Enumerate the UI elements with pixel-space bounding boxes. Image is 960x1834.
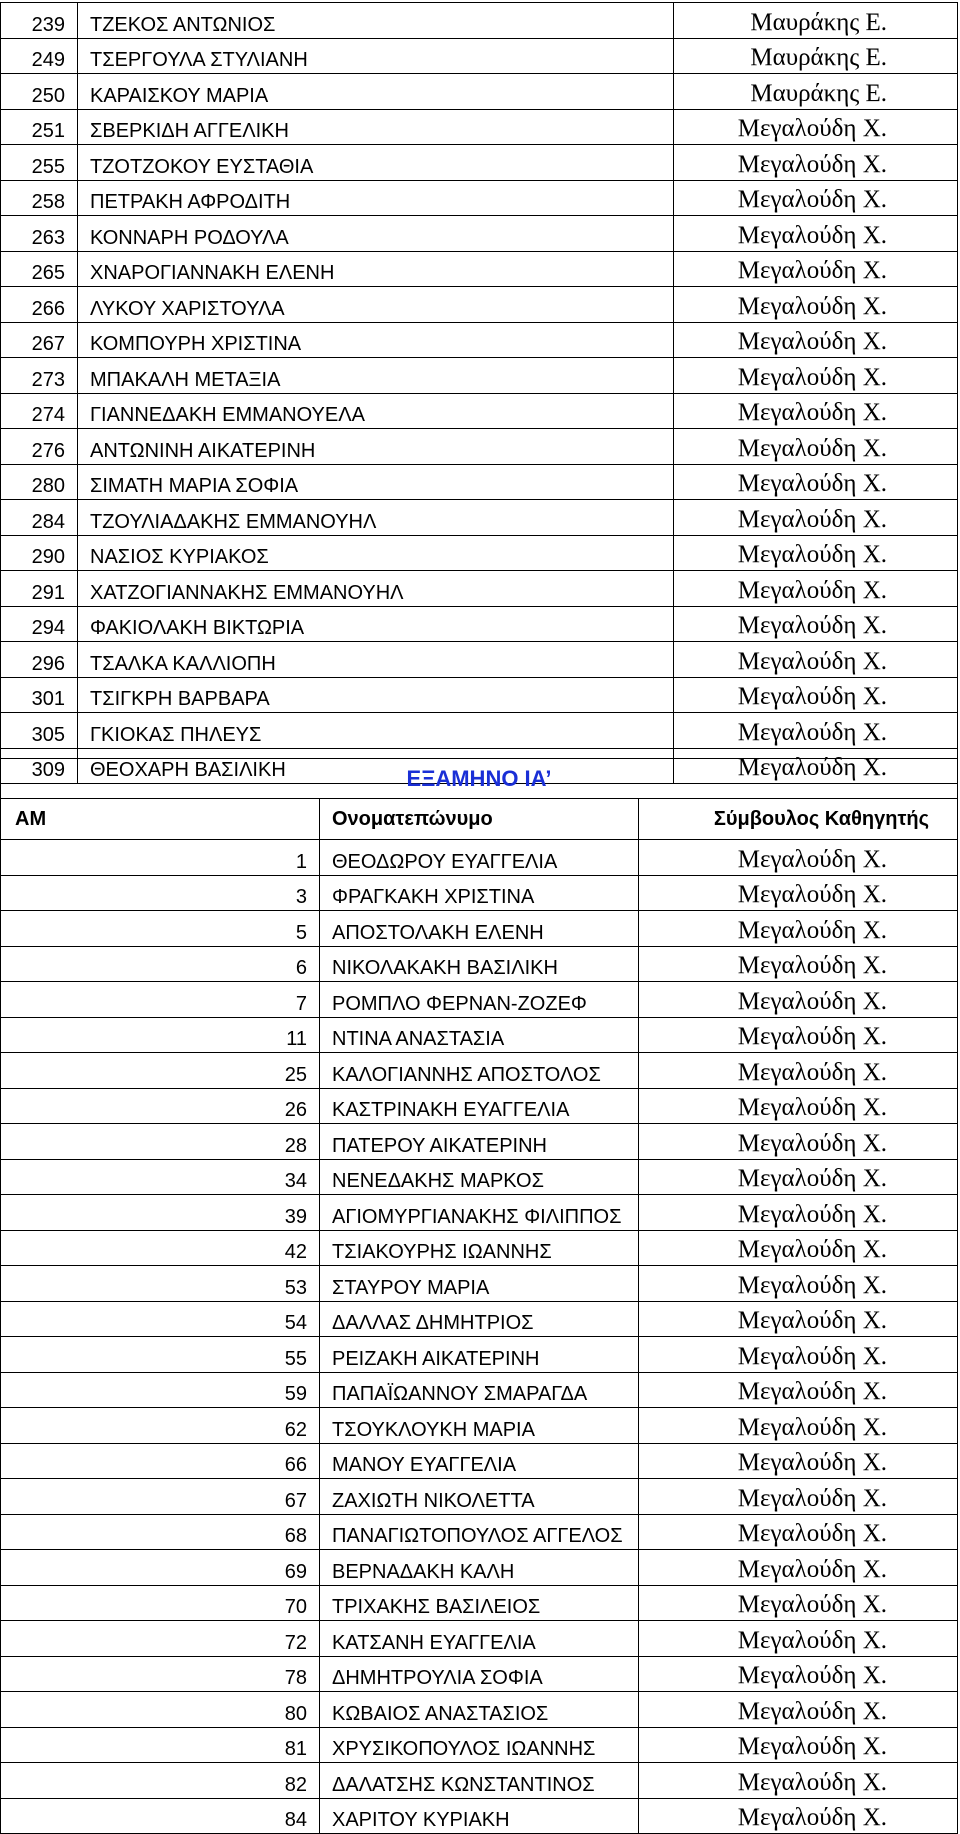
advisor-name: Μεγαλούδη Χ. bbox=[639, 1727, 958, 1763]
table-row bbox=[1, 1266, 958, 1302]
student-am: 53 bbox=[1, 1266, 320, 1302]
table-row bbox=[1, 393, 958, 429]
advisor-name: Μεγαλούδη Χ. bbox=[639, 1479, 958, 1515]
student-am: 265 bbox=[1, 251, 78, 287]
student-am: 239 bbox=[1, 3, 78, 39]
advisor-name: Μεγαλούδη Χ. bbox=[639, 1266, 958, 1302]
table-row bbox=[1, 500, 958, 536]
advisor-name: Μεγαλούδη Χ. bbox=[639, 1159, 958, 1195]
student-am: 249 bbox=[1, 38, 78, 74]
student-name: ΧΑΤΖΟΓΙΑΝΝΑΚΗΣ ΕΜΜΑΝΟΥΗΛ bbox=[78, 571, 674, 607]
advisor-name: Μαυράκης Ε. bbox=[674, 38, 958, 74]
advisor-name: Μεγαλούδη Χ. bbox=[674, 642, 958, 678]
table-row bbox=[1, 677, 958, 713]
advisor-name: Μεγαλούδη Χ. bbox=[674, 251, 958, 287]
student-name: ΚΑΣΤΡΙΝΑΚΗ ΕΥΑΓΓΕΛΙΑ bbox=[320, 1088, 639, 1124]
table-row bbox=[1, 216, 958, 252]
student-am: 266 bbox=[1, 287, 78, 323]
student-am: 39 bbox=[1, 1195, 320, 1231]
table-row bbox=[1, 1514, 958, 1550]
table-row bbox=[1, 1195, 958, 1231]
student-am: 54 bbox=[1, 1301, 320, 1337]
advisor-name: Μεγαλούδη Χ. bbox=[639, 1550, 958, 1586]
student-am: 7 bbox=[1, 982, 320, 1018]
header-name: Ονοματεπώνυμο bbox=[320, 799, 639, 840]
table-row bbox=[1, 1088, 958, 1124]
students-table-continued bbox=[0, 2, 958, 784]
student-am: 290 bbox=[1, 535, 78, 571]
header-advisor: Σύμβουλος Καθηγητής bbox=[639, 799, 958, 840]
advisor-name: Μεγαλούδη Χ. bbox=[674, 535, 958, 571]
table-row bbox=[1, 1692, 958, 1728]
advisor-name: Μεγαλούδη Χ. bbox=[674, 322, 958, 358]
advisor-name: Μεγαλούδη Χ. bbox=[639, 1337, 958, 1373]
student-am: 84 bbox=[1, 1798, 320, 1834]
student-am: 59 bbox=[1, 1372, 320, 1408]
student-name: ΚΟΝΝΑΡΗ ΡΟΔΟΥΛΑ bbox=[78, 216, 674, 252]
student-am: 34 bbox=[1, 1159, 320, 1195]
student-am: 305 bbox=[1, 713, 78, 749]
advisor-name: Μεγαλούδη Χ. bbox=[639, 1763, 958, 1799]
student-name: ΤΣΕΡΓΟΥΛΑ ΣΤΥΛΙΑΝΗ bbox=[78, 38, 674, 74]
semester-title-row bbox=[1, 759, 958, 799]
table-row bbox=[1, 642, 958, 678]
table-row bbox=[1, 911, 958, 947]
table-row bbox=[1, 1230, 958, 1266]
student-am: 5 bbox=[1, 911, 320, 947]
student-name: ΜΑΝΟΥ ΕΥΑΓΓΕΛΙΑ bbox=[320, 1443, 639, 1479]
student-name: ΣΙΜΑΤΗ ΜΑΡΙΑ ΣΟΦΙΑ bbox=[78, 464, 674, 500]
semester-ia-table bbox=[0, 758, 958, 1834]
table-row bbox=[1, 1443, 958, 1479]
table-row bbox=[1, 1408, 958, 1444]
student-name: ΧΡΥΣΙΚΟΠΟΥΛΟΣ ΙΩΑΝΝΗΣ bbox=[320, 1727, 639, 1763]
student-name: ΚΑΛΟΓΙΑΝΝΗΣ ΑΠΟΣΤΟΛΟΣ bbox=[320, 1053, 639, 1089]
student-name: ΚΑΡΑΙΣΚΟΥ ΜΑΡΙΑ bbox=[78, 74, 674, 110]
student-name: ΠΑΤΕΡΟΥ ΑΙΚΑΤΕΡΙΝΗ bbox=[320, 1124, 639, 1160]
student-name: ΚΑΤΣΑΝΗ ΕΥΑΓΓΕΛΙΑ bbox=[320, 1621, 639, 1657]
student-name: ΤΣΟΥΚΛΟΥΚΗ ΜΑΡΙΑ bbox=[320, 1408, 639, 1444]
student-am: 69 bbox=[1, 1550, 320, 1586]
advisor-name: Μεγαλούδη Χ. bbox=[639, 1053, 958, 1089]
table-row bbox=[1, 1372, 958, 1408]
student-am: 70 bbox=[1, 1585, 320, 1621]
advisor-name: Μεγαλούδη Χ. bbox=[674, 358, 958, 394]
table-row bbox=[1, 1798, 958, 1834]
student-am: 55 bbox=[1, 1337, 320, 1373]
advisor-name: Μεγαλούδη Χ. bbox=[639, 946, 958, 982]
advisor-name: Μεγαλούδη Χ. bbox=[674, 393, 958, 429]
student-am: 280 bbox=[1, 464, 78, 500]
student-am: 42 bbox=[1, 1230, 320, 1266]
student-am: 255 bbox=[1, 145, 78, 181]
advisor-name: Μαυράκης Ε. bbox=[674, 74, 958, 110]
advisor-name: Μεγαλούδη Χ. bbox=[674, 180, 958, 216]
student-am: 250 bbox=[1, 74, 78, 110]
table-row bbox=[1, 1621, 958, 1657]
student-name: ΡΕΙΖΑΚΗ ΑΙΚΑΤΕΡΙΝΗ bbox=[320, 1337, 639, 1373]
table-row bbox=[1, 145, 958, 181]
student-am: 3 bbox=[1, 875, 320, 911]
advisor-name: Μεγαλούδη Χ. bbox=[639, 1017, 958, 1053]
table-row bbox=[1, 1585, 958, 1621]
student-name: ΖΑΧΙΩΤΗ ΝΙΚΟΛΕΤΤΑ bbox=[320, 1479, 639, 1515]
student-name: ΦΑΚΙΟΛΑΚΗ ΒΙΚΤΩΡΙΑ bbox=[78, 606, 674, 642]
table-row bbox=[1, 1727, 958, 1763]
advisor-name: Μεγαλούδη Χ. bbox=[639, 1443, 958, 1479]
student-name: ΒΕΡΝΑΔΑΚΗ ΚΑΛΗ bbox=[320, 1550, 639, 1586]
student-name: ΤΖΕΚΟΣ ΑΝΤΩΝΙΟΣ bbox=[78, 3, 674, 39]
student-am: 1 bbox=[1, 840, 320, 876]
student-am: 78 bbox=[1, 1656, 320, 1692]
student-am: 291 bbox=[1, 571, 78, 607]
table-row bbox=[1, 1656, 958, 1692]
student-name: ΔΑΛΛΑΣ ΔΗΜΗΤΡΙΟΣ bbox=[320, 1301, 639, 1337]
student-name: ΤΣΙΑΚΟΥΡΗΣ ΙΩΑΝΝΗΣ bbox=[320, 1230, 639, 1266]
student-am: 301 bbox=[1, 677, 78, 713]
table-row bbox=[1, 571, 958, 607]
table-row bbox=[1, 1763, 958, 1799]
advisor-name: Μεγαλούδη Χ. bbox=[674, 429, 958, 465]
student-name: ΔΗΜΗΤΡΟΥΛΙΑ ΣΟΦΙΑ bbox=[320, 1656, 639, 1692]
student-name: ΝΕΝΕΔΑΚΗΣ ΜΑΡΚΟΣ bbox=[320, 1159, 639, 1195]
student-name: ΣΤΑΥΡΟΥ ΜΑΡΙΑ bbox=[320, 1266, 639, 1302]
table-row bbox=[1, 1053, 958, 1089]
advisor-name: Μεγαλούδη Χ. bbox=[674, 109, 958, 145]
student-name: ΓΚΙΟΚΑΣ ΠΗΛΕΥΣ bbox=[78, 713, 674, 749]
student-am: 276 bbox=[1, 429, 78, 465]
table-row bbox=[1, 358, 958, 394]
table-row bbox=[1, 464, 958, 500]
student-name: ΓΙΑΝΝΕΔΑΚΗ ΕΜΜΑΝΟΥΕΛΑ bbox=[78, 393, 674, 429]
student-name: ΧΝΑΡΟΓΙΑΝΝΑΚΗ ΕΛΕΝΗ bbox=[78, 251, 674, 287]
student-name: ΤΡΙΧΑΚΗΣ ΒΑΣΙΛΕΙΟΣ bbox=[320, 1585, 639, 1621]
student-am: 274 bbox=[1, 393, 78, 429]
student-name: ΑΝΤΩΝΙΝΗ ΑΙΚΑΤΕΡΙΝΗ bbox=[78, 429, 674, 465]
student-am: 62 bbox=[1, 1408, 320, 1444]
advisor-name: Μεγαλούδη Χ. bbox=[639, 1230, 958, 1266]
student-am: 11 bbox=[1, 1017, 320, 1053]
student-am: 267 bbox=[1, 322, 78, 358]
student-am: 284 bbox=[1, 500, 78, 536]
header-am: ΑΜ bbox=[1, 799, 320, 840]
advisor-name: Μεγαλούδη Χ. bbox=[639, 1692, 958, 1728]
student-am: 263 bbox=[1, 216, 78, 252]
student-am: 68 bbox=[1, 1514, 320, 1550]
advisor-name: Μεγαλούδη Χ. bbox=[639, 1372, 958, 1408]
student-am: 296 bbox=[1, 642, 78, 678]
advisor-name: Μεγαλούδη Χ. bbox=[639, 1798, 958, 1834]
table-row bbox=[1, 429, 958, 465]
student-am: 82 bbox=[1, 1763, 320, 1799]
table-row bbox=[1, 840, 958, 876]
student-am: 6 bbox=[1, 946, 320, 982]
advisor-name: Μεγαλούδη Χ. bbox=[674, 571, 958, 607]
advisor-name: Μεγαλούδη Χ. bbox=[639, 1124, 958, 1160]
students-table-body bbox=[1, 3, 958, 784]
table-row bbox=[1, 946, 958, 982]
student-name: ΝΤΙΝΑ ΑΝΑΣΤΑΣΙΑ bbox=[320, 1017, 639, 1053]
table-row bbox=[1, 322, 958, 358]
advisor-name: Μεγαλούδη Χ. bbox=[674, 606, 958, 642]
advisor-name: Μεγαλούδη Χ. bbox=[639, 911, 958, 947]
student-am: 309 bbox=[1, 748, 78, 784]
advisor-name: Μεγαλούδη Χ. bbox=[674, 713, 958, 749]
semester-title: ΕΞΑΜΗΝΟ ΙΑ’ bbox=[1, 759, 958, 799]
advisor-name: Μεγαλούδη Χ. bbox=[674, 145, 958, 181]
table-row bbox=[1, 713, 958, 749]
student-name: ΤΣΙΓΚΡΗ ΒΑΡΒΑΡΑ bbox=[78, 677, 674, 713]
advisor-name: Μεγαλούδη Χ. bbox=[639, 1585, 958, 1621]
table-row bbox=[1, 606, 958, 642]
student-name: ΘΕΟΔΩΡΟΥ ΕΥΑΓΓΕΛΙΑ bbox=[320, 840, 639, 876]
student-name: ΔΑΛΑΤΣΗΣ ΚΩΝΣΤΑΝΤΙΝΟΣ bbox=[320, 1763, 639, 1799]
table-row bbox=[1, 109, 958, 145]
table-row bbox=[1, 535, 958, 571]
student-am: 251 bbox=[1, 109, 78, 145]
student-name: ΦΡΑΓΚΑΚΗ ΧΡΙΣΤΙΝΑ bbox=[320, 875, 639, 911]
advisor-name: Μεγαλούδη Χ. bbox=[639, 1408, 958, 1444]
table-row bbox=[1, 74, 958, 110]
student-am: 294 bbox=[1, 606, 78, 642]
student-am: 28 bbox=[1, 1124, 320, 1160]
student-am: 273 bbox=[1, 358, 78, 394]
student-am: 25 bbox=[1, 1053, 320, 1089]
advisor-name: Μεγαλούδη Χ. bbox=[674, 748, 958, 784]
table-header-row bbox=[1, 799, 958, 840]
student-name: ΚΩΒΑΙΟΣ ΑΝΑΣΤΑΣΙΟΣ bbox=[320, 1692, 639, 1728]
student-am: 26 bbox=[1, 1088, 320, 1124]
student-name: ΤΖΟΥΛΙΑΔΑΚΗΣ ΕΜΜΑΝΟΥΗΛ bbox=[78, 500, 674, 536]
advisor-name: Μεγαλούδη Χ. bbox=[639, 1656, 958, 1692]
advisor-name: Μεγαλούδη Χ. bbox=[639, 1195, 958, 1231]
student-am: 72 bbox=[1, 1621, 320, 1657]
table-row bbox=[1, 1550, 958, 1586]
advisor-name: Μεγαλούδη Χ. bbox=[639, 1088, 958, 1124]
advisor-name: Μαυράκης Ε. bbox=[674, 3, 958, 39]
table-row bbox=[1, 251, 958, 287]
table-row bbox=[1, 1479, 958, 1515]
advisor-name: Μεγαλούδη Χ. bbox=[639, 1514, 958, 1550]
advisor-name: Μεγαλούδη Χ. bbox=[639, 982, 958, 1018]
student-name: ΤΣΑΛΚΑ ΚΑΛΛΙΟΠΗ bbox=[78, 642, 674, 678]
student-name: ΧΑΡΙΤΟΥ ΚΥΡΙΑΚΗ bbox=[320, 1798, 639, 1834]
student-name: ΡΟΜΠΛΟ ΦΕΡΝΑΝ-ΖΟΖΕΦ bbox=[320, 982, 639, 1018]
table-row bbox=[1, 1017, 958, 1053]
table-row bbox=[1, 287, 958, 323]
student-name: ΑΠΟΣΤΟΛΑΚΗ ΕΛΕΝΗ bbox=[320, 911, 639, 947]
table-row bbox=[1, 875, 958, 911]
student-name: ΤΖΟΤΖΟΚΟΥ ΕΥΣΤΑΘΙΑ bbox=[78, 145, 674, 181]
table-row bbox=[1, 1124, 958, 1160]
table-row bbox=[1, 1301, 958, 1337]
student-name: ΘΕΟΧΑΡΗ ΒΑΣΙΛΙΚΗ bbox=[78, 748, 674, 784]
advisor-name: Μεγαλούδη Χ. bbox=[674, 677, 958, 713]
student-am: 66 bbox=[1, 1443, 320, 1479]
advisor-name: Μεγαλούδη Χ. bbox=[674, 216, 958, 252]
student-am: 80 bbox=[1, 1692, 320, 1728]
student-am: 258 bbox=[1, 180, 78, 216]
advisor-name: Μεγαλούδη Χ. bbox=[639, 840, 958, 876]
table-row bbox=[1, 3, 958, 39]
table-row bbox=[1, 1159, 958, 1195]
student-name: ΠΑΝΑΓΙΩΤΟΠΟΥΛΟΣ ΑΓΓΕΛΟΣ bbox=[320, 1514, 639, 1550]
student-name: ΠΑΠΑΪΩΑΝΝΟΥ ΣΜΑΡΑΓΔΑ bbox=[320, 1372, 639, 1408]
advisor-name: Μεγαλούδη Χ. bbox=[674, 500, 958, 536]
advisor-name: Μεγαλούδη Χ. bbox=[674, 287, 958, 323]
table-row bbox=[1, 180, 958, 216]
student-name: ΚΟΜΠΟΥΡΗ ΧΡΙΣΤΙΝΑ bbox=[78, 322, 674, 358]
student-name: ΝΑΣΙΟΣ ΚΥΡΙΑΚΟΣ bbox=[78, 535, 674, 571]
advisor-name: Μεγαλούδη Χ. bbox=[639, 875, 958, 911]
student-name: ΠΕΤΡΑΚΗ ΑΦΡΟΔΙΤΗ bbox=[78, 180, 674, 216]
student-name: ΑΓΙΟΜΥΡΓΙΑΝΑΚΗΣ ΦΙΛΙΠΠΟΣ bbox=[320, 1195, 639, 1231]
student-name: ΜΠΑΚΑΛΗ ΜΕΤΑΞΙΑ bbox=[78, 358, 674, 394]
student-name: ΣΒΕΡΚΙΔΗ ΑΓΓΕΛΙΚΗ bbox=[78, 109, 674, 145]
semester-ia-table-body bbox=[1, 759, 958, 1834]
advisor-name: Μεγαλούδη Χ. bbox=[639, 1301, 958, 1337]
table-row bbox=[1, 1337, 958, 1373]
student-am: 81 bbox=[1, 1727, 320, 1763]
table-row bbox=[1, 38, 958, 74]
table-row bbox=[1, 982, 958, 1018]
student-name: ΛΥΚΟΥ ΧΑΡΙΣΤΟΥΛΑ bbox=[78, 287, 674, 323]
advisor-name: Μεγαλούδη Χ. bbox=[674, 464, 958, 500]
advisor-name: Μεγαλούδη Χ. bbox=[639, 1621, 958, 1657]
student-am: 67 bbox=[1, 1479, 320, 1515]
student-name: ΝΙΚΟΛΑΚΑΚΗ ΒΑΣΙΛΙΚΗ bbox=[320, 946, 639, 982]
